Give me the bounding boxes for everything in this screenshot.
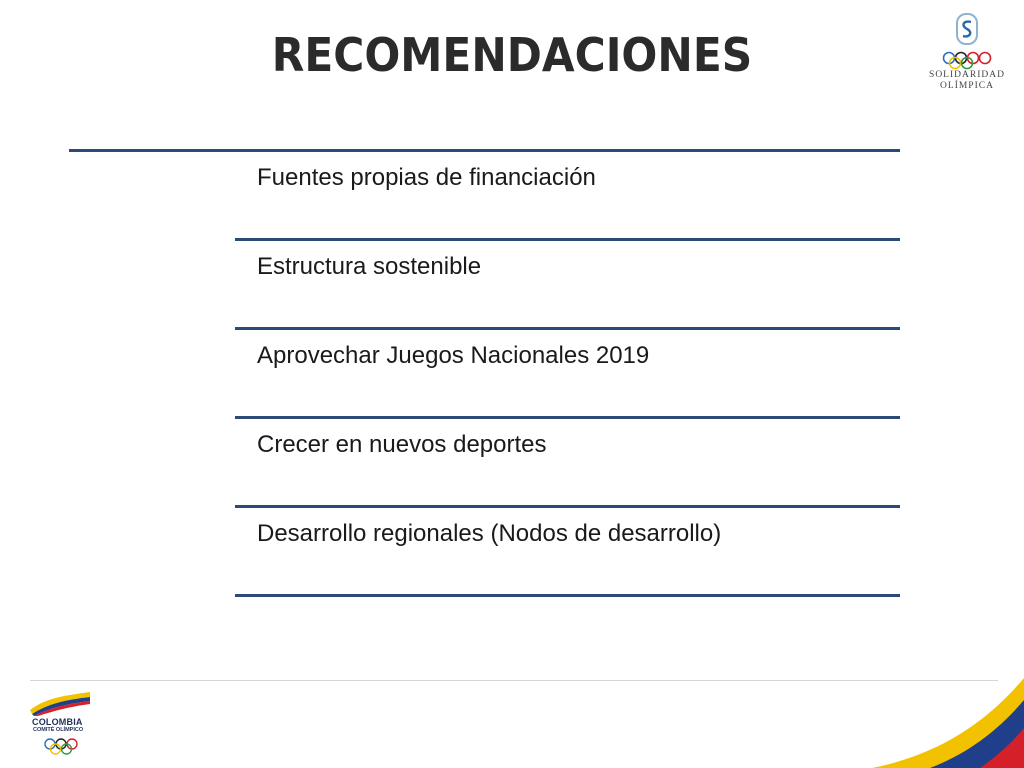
comite-olimpico-label: COMITÉ OLÍMPICO: [33, 727, 84, 733]
olimpica-label: OLÍMPICA: [940, 81, 994, 91]
colombia-flag-wave-icon: [28, 690, 94, 716]
footer-rule: [30, 680, 998, 681]
solidaridad-olimpica-emblem-icon: [935, 12, 999, 70]
list-item-label: Desarrollo regionales (Nodos de desarrollo): [257, 520, 722, 547]
colombia-label: COLOMBIA: [32, 717, 83, 727]
slide-title: RECOMENDACIONES: [271, 28, 753, 82]
list-item-label: Estructura sostenible: [257, 253, 482, 280]
list-item-label: Aprovechar Juegos Nacionales 2019: [257, 342, 650, 369]
list-item-label: Fuentes propias de financiación: [257, 164, 596, 191]
recommendations-list: [235, 152, 900, 597]
list-item: [235, 330, 900, 419]
list-item: [235, 241, 900, 330]
solidaridad-olimpica-logo: [924, 12, 1010, 104]
olympic-rings-icon: [43, 737, 79, 755]
list-item-label: Crecer en nuevos deportes: [257, 431, 547, 458]
colombia-olympic-committee-logo: [28, 690, 98, 760]
list-item: [235, 152, 900, 241]
solidaridad-label: SOLIDARIDAD: [929, 70, 1005, 80]
list-item: [235, 508, 900, 597]
list-item: [235, 419, 900, 508]
corner-flag-swoosh-icon: [872, 678, 1024, 768]
